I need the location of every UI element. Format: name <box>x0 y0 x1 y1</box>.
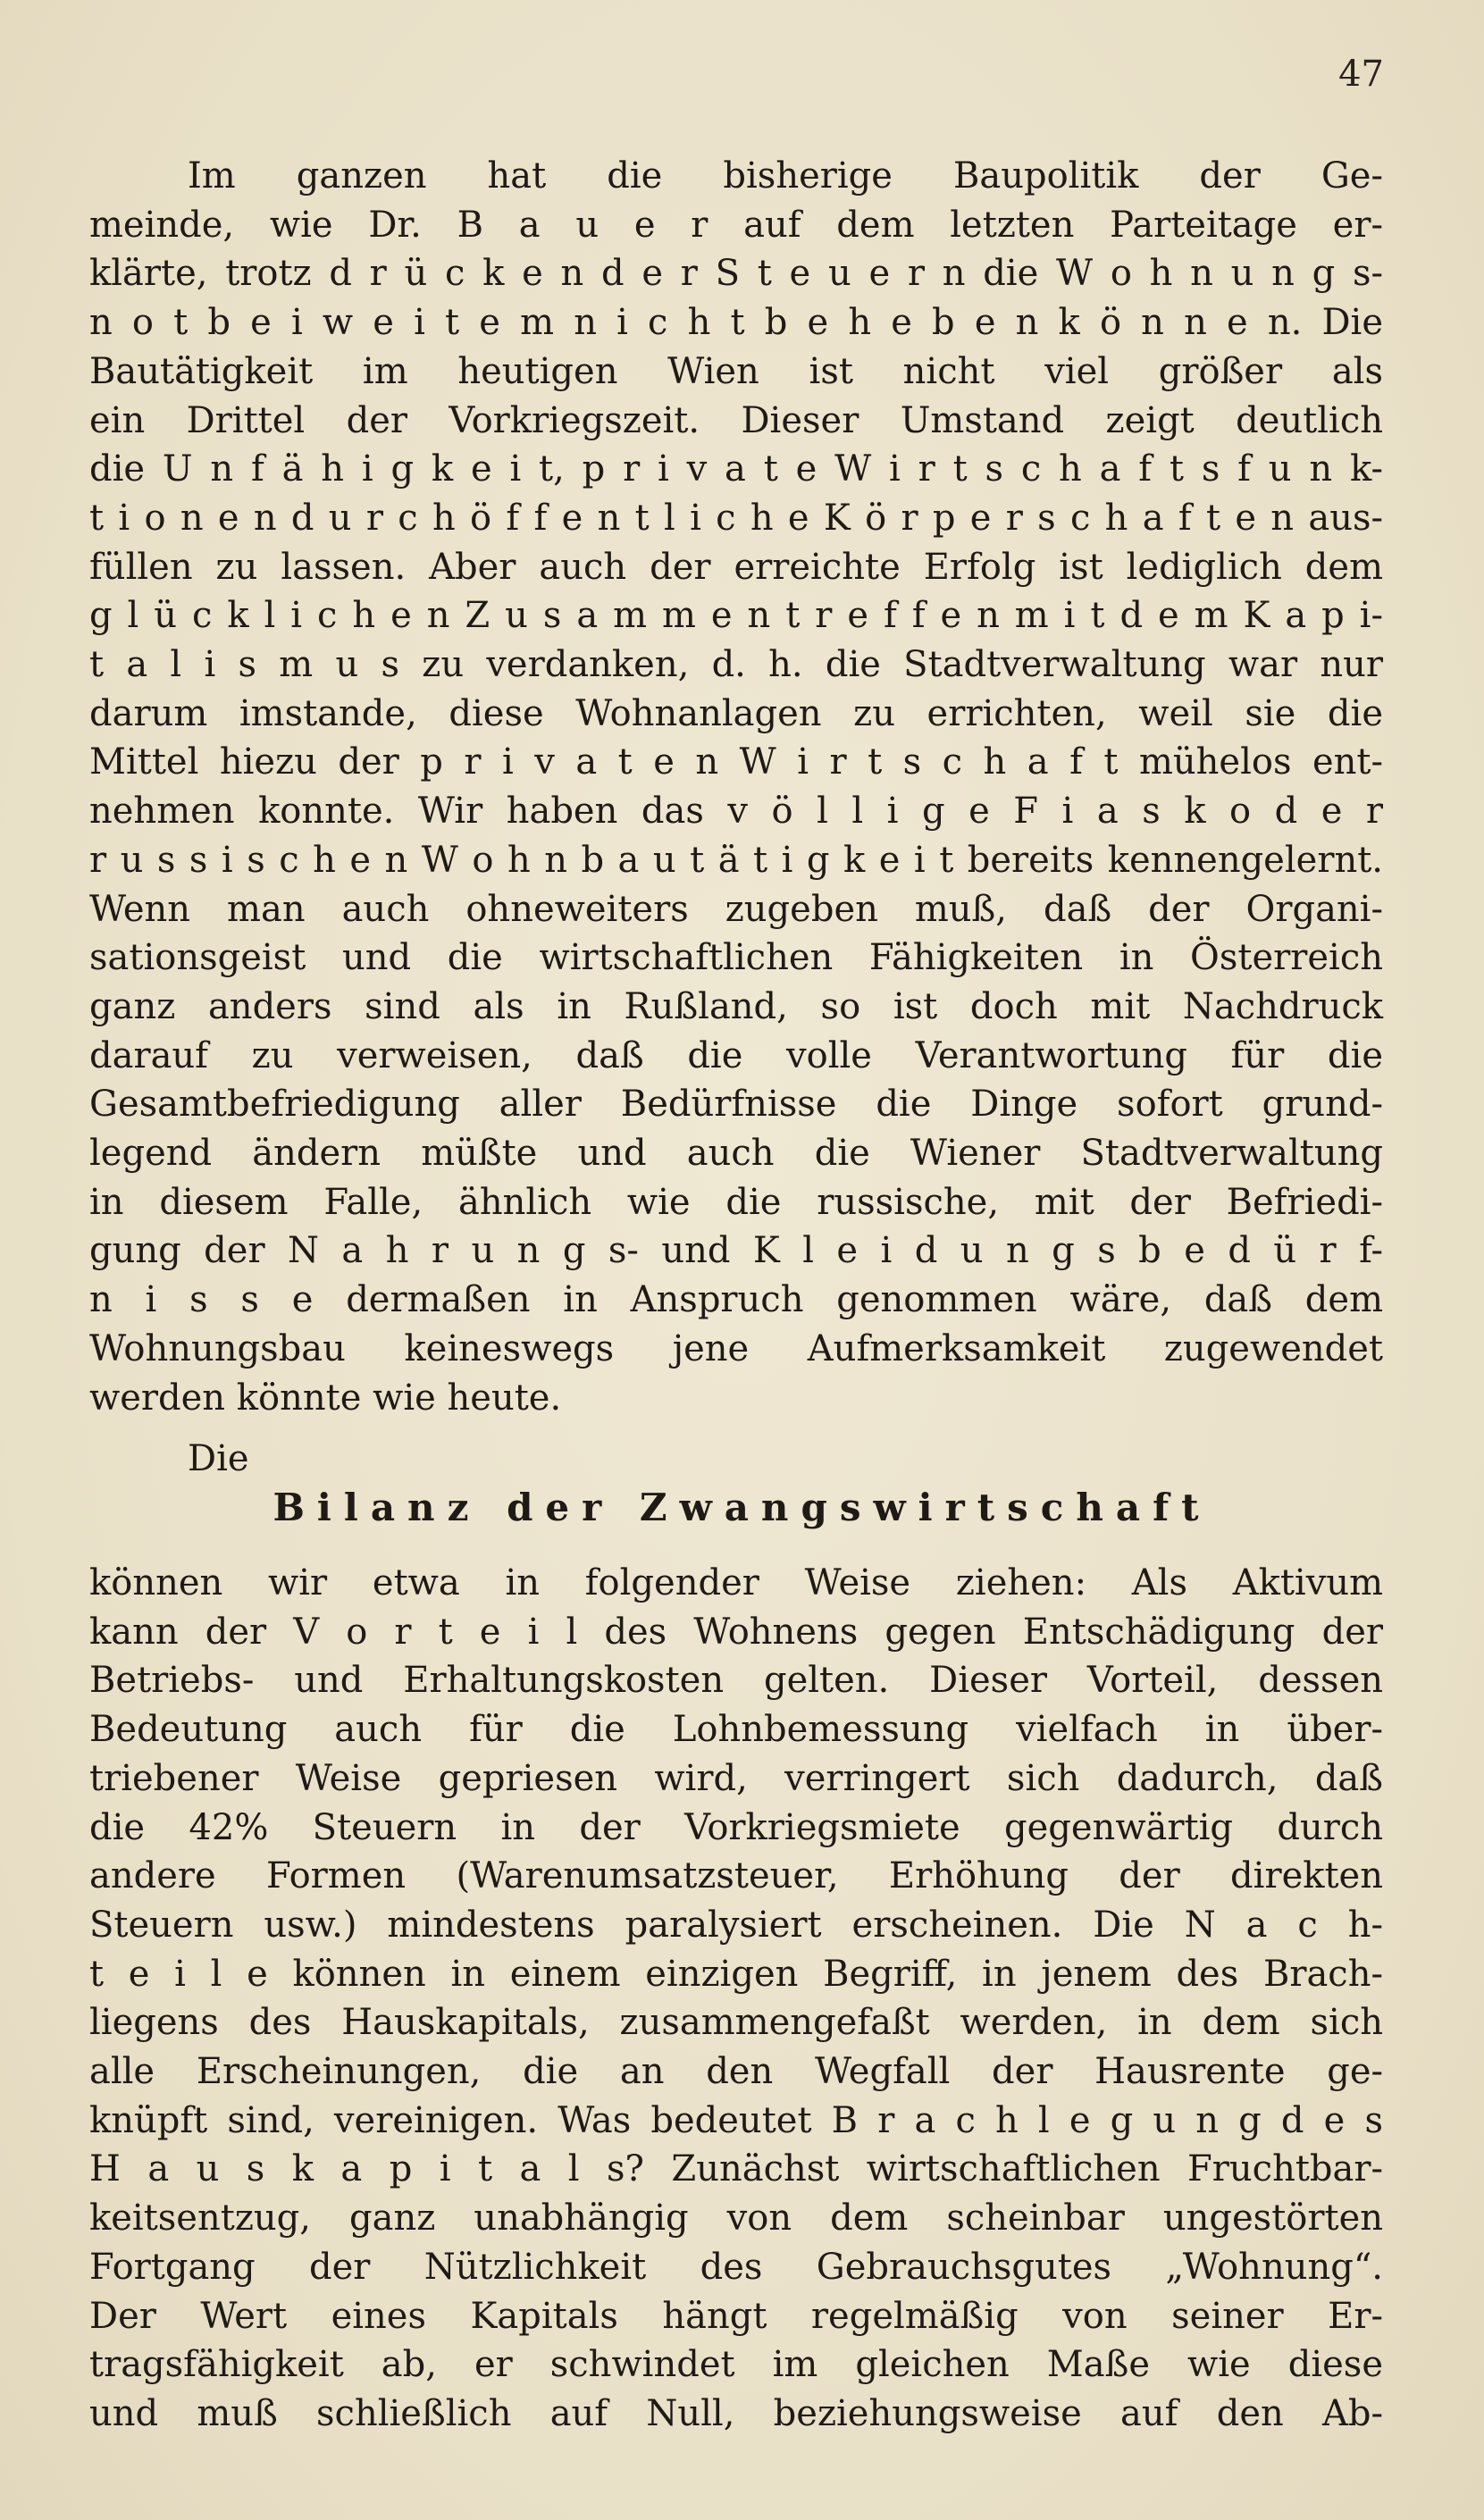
text-line: klärte, trotz d r ü c k e n d e r S t e u e r n die W o h n u n g s- <box>89 253 1383 295</box>
text-line: Der Wert eines Kapitals hängt regelmäßig von seiner Er- <box>89 2295 1383 2337</box>
text-line: n i s s e dermaßen in Anspruch genommen wäre, daß dem <box>89 1279 1383 1321</box>
section-heading: Bilanz der Zwangswirtschaft <box>272 1486 1212 1529</box>
text-line: und muß schließlich auf Null, beziehungsweise auf den Ab- <box>89 2392 1383 2434</box>
text-line: sationsgeist und die wirtschaftlichen Fähigkeiten in Österreich <box>89 937 1383 979</box>
text-line: r u s s i s c h e n W o h n b a u t ä t i g k e i t bereits kennengelernt. <box>89 839 1383 881</box>
text-line: alle Erscheinungen, die an den Wegfall der Hausrente ge- <box>89 2051 1383 2093</box>
text-line: triebener Weise gepriesen wird, verringert sich dadurch, daß <box>89 1757 1383 1799</box>
text-line: n o t b e i w e i t e m n i c h t b e h e b e n k ö n n e n. Die <box>89 302 1383 344</box>
text-line: t i o n e n d u r c h ö f f e n t l i c h e K ö r p e r s c h a f t e n aus- <box>89 497 1383 539</box>
text-line: nehmen konnte. Wir haben das v ö l l i g e F i a s k o d e r <box>89 791 1383 833</box>
text-line: die U n f ä h i g k e i t, p r i v a t e W i r t s c h a f t s f u n k- <box>89 448 1383 490</box>
text-line: tragsfähigkeit ab, er schwindet im gleichen Maße wie diese <box>89 2344 1383 2386</box>
text-line: gung der N a h r u n g s- und K l e i d u n g s b e d ü r f- <box>89 1230 1383 1272</box>
text-line: Fortgang der Nützlichkeit des Gebrauchsgutes „Wohnung“. <box>89 2246 1383 2288</box>
text-line: t e i l e können in einem einzigen Begriff, in jenem des Brach- <box>89 1953 1383 1995</box>
intro-word: Die <box>188 1438 249 1479</box>
text-line: füllen zu lassen. Aber auch der erreichte Erfolg ist lediglich dem <box>89 546 1383 588</box>
text-line: kann der V o r t e i l des Wohnens gegen Entschädigung der <box>89 1611 1383 1653</box>
text-line: g l ü c k l i c h e n Z u s a m m e n t r e f f e n m i t d e m K a p i- <box>89 595 1383 637</box>
text-line: können wir etwa in folgender Weise ziehen: Als Aktivum <box>89 1562 1383 1603</box>
text-line: in diesem Falle, ähnlich wie die russische, mit der Befriedi- <box>89 1181 1383 1223</box>
text-line: legend ändern müßte und auch die Wiener Stadtverwaltung <box>89 1133 1383 1175</box>
text-line: darum imstande, diese Wohnanlagen zu errichten, weil sie die <box>89 692 1383 734</box>
text-line: Mittel hiezu der p r i v a t e n W i r t s c h a f t mühelos ent- <box>89 741 1383 783</box>
text-line: Steuern usw.) mindestens paralysiert erscheinen. Die N a c h- <box>89 1904 1383 1946</box>
text-line: Im ganzen hat die bisherige Baupolitik der Ge- <box>188 155 1383 197</box>
text-line: die 42% Steuern in der Vorkriegsmiete gegenwärtig durch <box>89 1806 1383 1848</box>
text-line: keitsentzug, ganz unabhängig von dem scheinbar ungestörten <box>89 2198 1383 2240</box>
text-line: Wenn man auch ohneweiters zugeben muß, daß der Organi- <box>89 888 1383 930</box>
text-line: andere Formen (Warenumsatzsteuer, Erhöhung der direkten <box>89 1855 1383 1897</box>
text-line: knüpft sind, vereinigen. Was bedeutet B r a c h l e g u n g d e s <box>89 2099 1383 2141</box>
paragraph-2 <box>89 1559 1383 2439</box>
text-line: werden könnte wie heute. <box>89 1377 562 1419</box>
text-line: Gesamtbefriedigung aller Bedürfnisse die Dinge sofort grund- <box>89 1084 1383 1126</box>
text-line: Wohnungsbau keineswegs jene Aufmerksamkeit zugewendet <box>89 1327 1383 1369</box>
text-line: t a l i s m u s zu verdanken, d. h. die Stadtverwaltung war nur <box>89 644 1383 686</box>
text-line: liegens des Hauskapitals, zusammengefaßt werden, in dem sich <box>89 2002 1383 2044</box>
text-line: ein Drittel der Vorkriegszeit. Dieser Umstand zeigt deutlich <box>89 399 1383 441</box>
text-line: Betriebs- und Erhaltungskosten gelten. Dieser Vorteil, dessen <box>89 1660 1383 1702</box>
paragraph-1 <box>89 152 1383 1422</box>
text-line: Bedeutung auch für die Lohnbemessung vielfach in über- <box>89 1709 1383 1751</box>
text-line: darauf zu verweisen, daß die volle Verantwortung für die <box>89 1034 1383 1076</box>
text-line: Bautätigkeit im heutigen Wien ist nicht viel größer als <box>89 350 1383 392</box>
text-line: ganz anders sind als in Rußland, so ist doch mit Nachdruck <box>89 985 1383 1027</box>
page-number: 47 <box>1338 54 1384 95</box>
text-line: meinde, wie Dr. B a u e r auf dem letzten Parteitage er- <box>89 204 1383 246</box>
text-line: H a u s k a p i t a l s? Zunächst wirtschaftlichen Fruchtbar- <box>89 2148 1383 2190</box>
